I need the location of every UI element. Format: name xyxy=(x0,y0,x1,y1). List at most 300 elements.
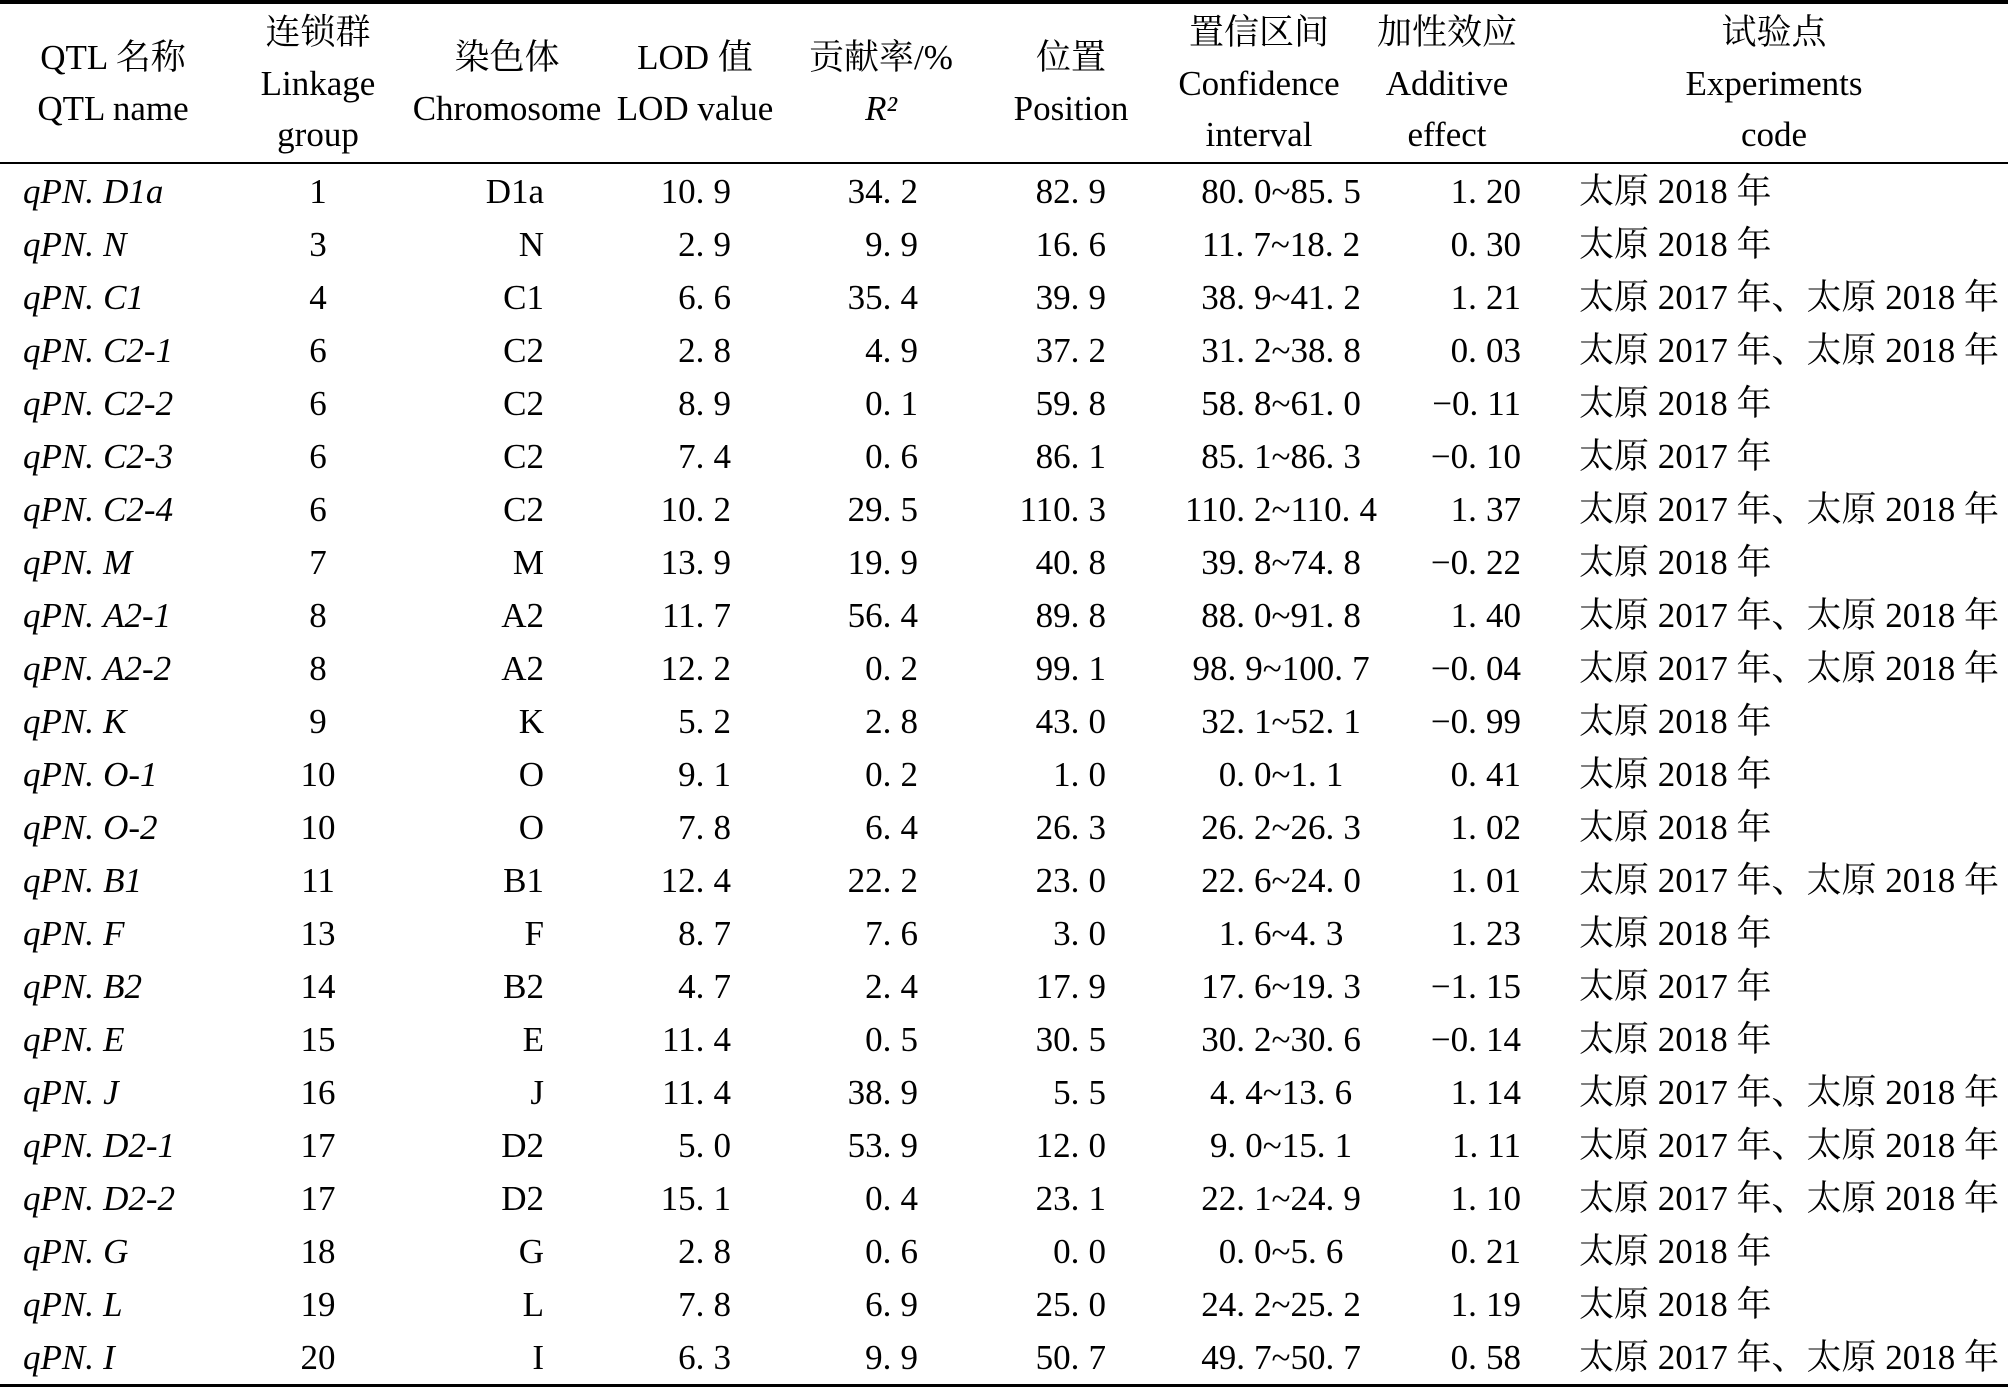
qtl-name-cell: qPN. E xyxy=(23,1020,125,1059)
decimal-point: . xyxy=(1468,1232,1477,1271)
linkage-group-cell: 10 xyxy=(300,808,336,847)
linkage-group-cell: 14 xyxy=(300,967,336,1006)
decimal-point: . xyxy=(85,490,94,529)
decimal-point: . xyxy=(1325,1179,1335,1218)
decimal-point: . xyxy=(85,278,94,317)
decimal-point: . xyxy=(1468,702,1477,741)
qtl-name-cell: qPN. O-1 xyxy=(23,755,158,794)
qtl-name-cell: qPN. M xyxy=(23,543,133,582)
table-row xyxy=(0,1066,2008,1119)
chromosome-cell: A2 xyxy=(501,596,544,635)
lod-value-cell: 7. 8 xyxy=(678,808,731,847)
confidence-interval-cell: 30. 2~30. 6 xyxy=(1201,1020,1361,1059)
confidence-interval-cell: 80. 0~85. 5 xyxy=(1201,172,1361,211)
decimal-point: . xyxy=(1334,649,1343,688)
decimal-point: . xyxy=(1468,755,1477,794)
additive-effect-cell: 1. 21 xyxy=(1450,278,1521,317)
decimal-point: . xyxy=(1236,278,1245,317)
qtl-name-cell: qPN. K xyxy=(23,702,127,741)
column-header-lod-value xyxy=(610,4,780,162)
decimal-point: . xyxy=(695,1232,705,1271)
decimal-point: . xyxy=(1325,702,1335,741)
table-row xyxy=(0,642,2008,695)
linkage-group-cell: 20 xyxy=(300,1338,336,1377)
column-header-contribution-rate xyxy=(806,4,956,162)
additive-effect-cell: 1. 20 xyxy=(1450,172,1521,211)
decimal-point: . xyxy=(1070,1338,1080,1377)
qtl-name-cell: qPN. O-2 xyxy=(23,808,158,847)
decimal-point: . xyxy=(85,596,94,635)
decimal-point: . xyxy=(695,755,705,794)
decimal-point: . xyxy=(1236,702,1245,741)
column-header-line-en: Position xyxy=(1013,89,1129,128)
experiments-code-cell: 太原 2017 年、太原 2018 年 xyxy=(1579,596,2000,635)
contribution-rate-cell: 29. 5 xyxy=(847,490,918,529)
column-header-chromosome xyxy=(407,4,607,162)
decimal-point: . xyxy=(1468,596,1477,635)
confidence-interval-cell: 22. 1~24. 9 xyxy=(1201,1179,1361,1218)
decimal-point: . xyxy=(1236,1020,1245,1059)
table-row xyxy=(0,377,2008,430)
additive-effect-cell: 0. 58 xyxy=(1450,1338,1521,1377)
decimal-point: . xyxy=(85,702,94,741)
qtl-name-cell: qPN. F xyxy=(23,914,125,953)
column-header-line-en: Confidence xyxy=(1178,63,1340,103)
decimal-point: . xyxy=(1468,490,1477,529)
column-header-line-zh: LOD 值 xyxy=(637,38,753,77)
decimal-point: . xyxy=(1236,861,1245,900)
contribution-rate-cell: 0. 4 xyxy=(865,1179,918,1218)
linkage-group-cell: 6 xyxy=(309,437,327,476)
decimal-point: . xyxy=(695,172,705,211)
confidence-interval-cell: 58. 8~61. 0 xyxy=(1201,384,1361,423)
confidence-interval-cell: 22. 6~24. 0 xyxy=(1201,861,1361,900)
contribution-rate-cell: 56. 4 xyxy=(847,596,918,635)
confidence-interval-cell: 39. 8~74. 8 xyxy=(1201,543,1361,582)
decimal-point: . xyxy=(882,914,892,953)
contribution-rate-cell: 38. 9 xyxy=(847,1073,918,1112)
header-rule xyxy=(0,162,2008,164)
decimal-point: . xyxy=(882,755,892,794)
additive-effect-cell: 1. 10 xyxy=(1450,1179,1521,1218)
chromosome-cell: O xyxy=(518,755,544,794)
column-header-line-zh: 染色体 xyxy=(454,38,560,77)
additive-effect-cell: 0. 30 xyxy=(1450,225,1521,264)
additive-effect-cell: 1. 40 xyxy=(1450,596,1521,635)
experiments-code-cell: 太原 2017 年、太原 2018 年 xyxy=(1579,861,2000,900)
decimal-point: . xyxy=(695,914,705,953)
confidence-interval-cell: 17. 6~19. 3 xyxy=(1201,967,1361,1006)
decimal-point: . xyxy=(1307,1232,1317,1271)
contribution-rate-cell: 0. 5 xyxy=(865,1020,918,1059)
chromosome-cell: F xyxy=(524,914,544,953)
table-header xyxy=(0,0,2008,164)
linkage-group-cell: 6 xyxy=(309,331,327,370)
experiments-code-cell: 太原 2018 年 xyxy=(1579,755,1772,794)
decimal-point: . xyxy=(882,967,892,1006)
lod-value-cell: 2. 9 xyxy=(678,225,731,264)
linkage-group-cell: 8 xyxy=(309,596,327,635)
chromosome-cell: C2 xyxy=(503,384,544,423)
decimal-point: . xyxy=(1236,490,1245,529)
additive-effect-cell: 0. 41 xyxy=(1450,755,1521,794)
table-row xyxy=(0,960,2008,1013)
decimal-point: . xyxy=(695,225,705,264)
decimal-point: . xyxy=(85,861,94,900)
experiments-code-cell: 太原 2018 年 xyxy=(1579,1020,1772,1059)
chromosome-cell: N xyxy=(518,225,544,264)
experiments-code-cell: 太原 2018 年 xyxy=(1579,702,1772,741)
decimal-point: . xyxy=(1468,1338,1477,1377)
decimal-point: . xyxy=(85,914,94,953)
decimal-point: . xyxy=(1236,1179,1245,1218)
contribution-rate-cell: 0. 6 xyxy=(865,437,918,476)
decimal-point: . xyxy=(1307,755,1317,794)
linkage-group-cell: 8 xyxy=(309,649,327,688)
lod-value-cell: 8. 7 xyxy=(678,914,731,953)
decimal-point: . xyxy=(1325,543,1335,582)
decimal-point: . xyxy=(1325,278,1335,317)
confidence-interval-cell: 38. 9~41. 2 xyxy=(1201,278,1361,317)
qtl-name-cell: qPN. B1 xyxy=(23,861,142,900)
lod-value-cell: 6. 6 xyxy=(678,278,731,317)
additive-effect-cell: 1. 01 xyxy=(1450,861,1521,900)
confidence-interval-cell: 32. 1~52. 1 xyxy=(1201,702,1361,741)
column-header-line-en: QTL name xyxy=(37,89,189,128)
chromosome-cell: J xyxy=(530,1073,544,1112)
chromosome-cell: L xyxy=(522,1285,544,1324)
qtl-name-cell: qPN. C2-1 xyxy=(23,331,174,370)
position-cell: 37. 2 xyxy=(1035,331,1106,370)
table-row xyxy=(0,854,2008,907)
lod-value-cell: 11. 7 xyxy=(661,596,731,635)
column-header-confidence-interval xyxy=(1164,4,1354,162)
decimal-point: . xyxy=(1236,543,1245,582)
experiments-code-cell: 太原 2017 年、太原 2018 年 xyxy=(1579,278,2000,317)
decimal-point: . xyxy=(1070,1073,1080,1112)
decimal-point: . xyxy=(695,278,705,317)
lod-value-cell: 15. 1 xyxy=(660,1179,731,1218)
contribution-rate-cell: 53. 9 xyxy=(847,1126,918,1165)
column-header-line-en: Linkage xyxy=(260,63,376,103)
decimal-point: . xyxy=(1316,1073,1326,1112)
decimal-point: . xyxy=(1236,596,1245,635)
decimal-point: . xyxy=(882,1179,892,1218)
decimal-point: . xyxy=(1236,914,1245,953)
column-header-line-en: Chromosome xyxy=(412,89,602,128)
decimal-point: . xyxy=(1070,596,1080,635)
linkage-group-cell: 15 xyxy=(300,1020,336,1059)
decimal-point: . xyxy=(882,1126,892,1165)
experiments-code-cell: 太原 2017 年 xyxy=(1579,967,1772,1006)
linkage-group-cell: 19 xyxy=(300,1285,336,1324)
confidence-interval-cell: 0. 0~1. 1 xyxy=(1218,755,1344,794)
lod-value-cell: 11. 4 xyxy=(661,1073,731,1112)
qtl-name-cell: qPN. N xyxy=(23,225,127,264)
table-row xyxy=(0,1119,2008,1172)
experiments-code-cell: 太原 2018 年 xyxy=(1579,1285,1772,1324)
decimal-point: . xyxy=(1236,437,1245,476)
experiments-code-cell: 太原 2018 年 xyxy=(1579,1232,1772,1271)
position-cell: 43. 0 xyxy=(1035,702,1106,741)
column-header-experiments-code xyxy=(1644,4,1904,162)
confidence-interval-cell: 26. 2~26. 3 xyxy=(1201,808,1361,847)
decimal-point: . xyxy=(1070,861,1080,900)
confidence-interval-cell: 88. 0~91. 8 xyxy=(1201,596,1361,635)
decimal-point: . xyxy=(85,1285,94,1324)
decimal-point: . xyxy=(695,1126,705,1165)
contribution-rate-cell: 6. 4 xyxy=(865,808,918,847)
decimal-point: . xyxy=(882,1232,892,1271)
table-row xyxy=(0,430,2008,483)
decimal-point: . xyxy=(695,1020,705,1059)
decimal-point: . xyxy=(1325,1338,1335,1377)
table-row xyxy=(0,1172,2008,1225)
decimal-point: . xyxy=(882,649,892,688)
decimal-point: . xyxy=(882,861,892,900)
lod-value-cell: 5. 0 xyxy=(678,1126,731,1165)
decimal-point: . xyxy=(1325,808,1335,847)
chromosome-cell: C2 xyxy=(503,437,544,476)
decimal-point: . xyxy=(1468,278,1477,317)
position-cell: 39. 9 xyxy=(1035,278,1106,317)
decimal-point: . xyxy=(1070,331,1080,370)
chromosome-cell: D2 xyxy=(501,1126,544,1165)
confidence-interval-cell: 4. 4~13. 6 xyxy=(1209,1073,1353,1112)
decimal-point: . xyxy=(1325,1020,1335,1059)
decimal-point: . xyxy=(1468,437,1477,476)
table-row xyxy=(0,1278,2008,1331)
decimal-point: . xyxy=(1070,437,1080,476)
additive-effect-cell: −1. 15 xyxy=(1430,967,1521,1006)
decimal-point: . xyxy=(1468,1020,1477,1059)
position-cell: 12. 0 xyxy=(1035,1126,1106,1165)
decimal-point: . xyxy=(85,543,94,582)
experiments-code-cell: 太原 2018 年 xyxy=(1579,172,1772,211)
qtl-name-cell: qPN. D2-2 xyxy=(23,1179,176,1218)
decimal-point: . xyxy=(695,1285,705,1324)
decimal-point: . xyxy=(1341,490,1351,529)
qtl-name-cell: qPN. I xyxy=(23,1338,115,1377)
decimal-point: . xyxy=(85,331,94,370)
position-cell: 30. 5 xyxy=(1035,1020,1106,1059)
column-header-position xyxy=(996,4,1146,162)
lod-value-cell: 12. 4 xyxy=(660,861,731,900)
decimal-point: . xyxy=(1468,1179,1477,1218)
decimal-point: . xyxy=(85,967,94,1006)
decimal-point: . xyxy=(1236,1285,1245,1324)
decimal-point: . xyxy=(1236,808,1245,847)
decimal-point: . xyxy=(882,331,892,370)
contribution-rate-cell: 0. 2 xyxy=(865,755,918,794)
table-row xyxy=(0,536,2008,589)
decimal-point: . xyxy=(1468,172,1477,211)
decimal-point: . xyxy=(695,1073,705,1112)
column-header-line-en: LOD value xyxy=(616,89,774,128)
position-cell: 1. 0 xyxy=(1053,755,1106,794)
decimal-point: . xyxy=(1325,1285,1335,1324)
decimal-point: . xyxy=(695,808,705,847)
decimal-point: . xyxy=(85,808,94,847)
decimal-point: . xyxy=(1468,331,1477,370)
qtl-name-cell: qPN. C1 xyxy=(23,278,144,317)
position-cell: 5. 5 xyxy=(1053,1073,1106,1112)
linkage-group-cell: 6 xyxy=(309,490,327,529)
decimal-point: . xyxy=(882,384,892,423)
chromosome-cell: O xyxy=(518,808,544,847)
lod-value-cell: 9. 1 xyxy=(678,755,731,794)
lod-value-cell: 2. 8 xyxy=(678,1232,731,1271)
position-cell: 3. 0 xyxy=(1053,914,1106,953)
contribution-rate-cell: 0. 2 xyxy=(865,649,918,688)
table-row xyxy=(0,1331,2008,1384)
decimal-point: . xyxy=(1325,172,1335,211)
decimal-point: . xyxy=(882,1020,892,1059)
decimal-point: . xyxy=(1070,1126,1080,1165)
decimal-point: . xyxy=(1070,914,1080,953)
experiments-code-cell: 太原 2017 年、太原 2018 年 xyxy=(1579,1073,2000,1112)
decimal-point: . xyxy=(1325,967,1335,1006)
decimal-point: . xyxy=(1468,543,1477,582)
confidence-interval-cell: 31. 2~38. 8 xyxy=(1201,331,1361,370)
column-header-additive-effect xyxy=(1362,4,1532,162)
decimal-point: . xyxy=(882,596,892,635)
table-row xyxy=(0,271,2008,324)
lod-value-cell: 12. 2 xyxy=(660,649,731,688)
decimal-point: . xyxy=(1469,384,1479,423)
chromosome-cell: A2 xyxy=(501,649,544,688)
decimal-point: . xyxy=(1070,808,1080,847)
decimal-point: . xyxy=(85,1126,94,1165)
contribution-rate-cell: 0. 6 xyxy=(865,1232,918,1271)
decimal-point: . xyxy=(1468,649,1477,688)
decimal-point: . xyxy=(85,755,94,794)
chromosome-cell: G xyxy=(518,1232,544,1271)
decimal-point: . xyxy=(1070,1020,1080,1059)
position-cell: 59. 8 xyxy=(1035,384,1106,423)
linkage-group-cell: 17 xyxy=(300,1179,336,1218)
decimal-point: . xyxy=(1468,1285,1477,1324)
bottom-rule xyxy=(0,1384,2008,1387)
additive-effect-cell: −0. 04 xyxy=(1430,649,1521,688)
additive-effect-cell: 1. 19 xyxy=(1450,1285,1521,1324)
column-header-line-zh: 置信区间 xyxy=(1188,12,1329,52)
decimal-point: . xyxy=(1468,861,1477,900)
decimal-point: . xyxy=(882,278,892,317)
lod-value-cell: 7. 4 xyxy=(678,437,731,476)
contribution-rate-cell: 9. 9 xyxy=(865,225,918,264)
table-row xyxy=(0,801,2008,854)
linkage-group-cell: 10 xyxy=(300,755,336,794)
linkage-group-cell: 7 xyxy=(309,543,327,582)
decimal-point: . xyxy=(1316,1126,1326,1165)
qtl-name-cell: qPN. D2-1 xyxy=(23,1126,176,1165)
chromosome-cell: I xyxy=(532,1338,544,1377)
decimal-point: . xyxy=(882,1338,892,1377)
decimal-point: . xyxy=(1070,702,1080,741)
experiments-code-cell: 太原 2017 年 xyxy=(1579,437,1772,476)
decimal-point: . xyxy=(1227,1126,1237,1165)
decimal-point: . xyxy=(695,543,705,582)
decimal-point: . xyxy=(695,861,705,900)
decimal-point: . xyxy=(1227,649,1237,688)
linkage-group-cell: 9 xyxy=(309,702,327,741)
confidence-interval-cell: 49. 7~50. 7 xyxy=(1201,1338,1361,1377)
contribution-rate-cell: 22. 2 xyxy=(847,861,918,900)
lod-value-cell: 10. 2 xyxy=(660,490,731,529)
column-header-qtl-name xyxy=(8,4,218,162)
decimal-point: . xyxy=(1468,808,1477,847)
contribution-rate-cell: 4. 9 xyxy=(865,331,918,370)
additive-effect-cell: 1. 14 xyxy=(1450,1073,1521,1112)
lod-value-cell: 6. 3 xyxy=(678,1338,731,1377)
confidence-interval-cell: 1. 6~4. 3 xyxy=(1218,914,1344,953)
position-cell: 23. 1 xyxy=(1035,1179,1106,1218)
position-cell: 17. 9 xyxy=(1035,967,1106,1006)
linkage-group-cell: 11 xyxy=(301,861,335,900)
additive-effect-cell: 0. 03 xyxy=(1450,331,1521,370)
decimal-point: . xyxy=(695,967,705,1006)
chromosome-cell: C2 xyxy=(503,331,544,370)
position-cell: 23. 0 xyxy=(1035,861,1106,900)
contribution-rate-cell: 0. 1 xyxy=(865,384,918,423)
chromosome-cell: B2 xyxy=(503,967,544,1006)
lod-value-cell: 13. 9 xyxy=(660,543,731,582)
qtl-name-cell: qPN. G xyxy=(23,1232,129,1271)
qtl-name-cell: qPN. A2-1 xyxy=(23,596,172,635)
additive-effect-cell: −0. 11 xyxy=(1432,384,1521,423)
decimal-point: . xyxy=(882,172,892,211)
column-header-line-symbol: R² xyxy=(865,89,897,128)
decimal-point: . xyxy=(1070,755,1080,794)
experiments-code-cell: 太原 2017 年、太原 2018 年 xyxy=(1579,649,2000,688)
decimal-point: . xyxy=(1325,437,1335,476)
table-row xyxy=(0,324,2008,377)
decimal-point: . xyxy=(695,331,705,370)
contribution-rate-cell: 34. 2 xyxy=(847,172,918,211)
lod-value-cell: 4. 7 xyxy=(678,967,731,1006)
qtl-name-cell: qPN. B2 xyxy=(23,967,142,1006)
contribution-rate-cell: 2. 4 xyxy=(865,967,918,1006)
table-row xyxy=(0,748,2008,801)
chromosome-cell: K xyxy=(518,702,544,741)
table-row xyxy=(0,165,2008,218)
contribution-rate-cell: 9. 9 xyxy=(865,1338,918,1377)
decimal-point: . xyxy=(1236,967,1245,1006)
decimal-point: . xyxy=(85,384,94,423)
decimal-point: . xyxy=(1325,331,1335,370)
qtl-name-cell: qPN. C2-2 xyxy=(23,384,174,423)
linkage-group-cell: 16 xyxy=(300,1073,336,1112)
column-header-line-zh: 连锁群 xyxy=(265,12,371,52)
decimal-point: . xyxy=(1236,172,1245,211)
decimal-point: . xyxy=(85,225,94,264)
experiments-code-cell: 太原 2018 年 xyxy=(1579,543,1772,582)
experiments-code-cell: 太原 2018 年 xyxy=(1579,225,1772,264)
confidence-interval-cell: 110. 2~110. 4 xyxy=(1184,490,1378,529)
position-cell: 40. 8 xyxy=(1035,543,1106,582)
decimal-point: . xyxy=(882,702,892,741)
position-cell: 110. 3 xyxy=(1019,490,1106,529)
lod-value-cell: 8. 9 xyxy=(678,384,731,423)
experiments-code-cell: 太原 2018 年 xyxy=(1579,384,1772,423)
column-header-line-en: interval xyxy=(1205,114,1313,154)
additive-effect-cell: 1. 37 xyxy=(1450,490,1521,529)
lod-value-cell: 10. 9 xyxy=(660,172,731,211)
column-header-line-en: effect xyxy=(1407,114,1487,154)
column-header-line-en: group xyxy=(277,114,359,154)
decimal-point: . xyxy=(1236,1232,1245,1271)
